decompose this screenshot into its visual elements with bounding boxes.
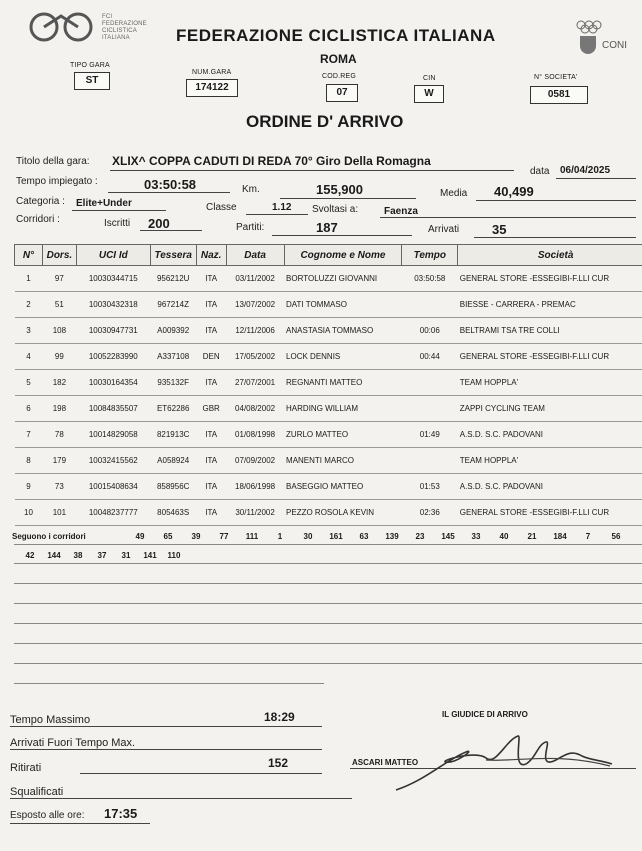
- seguono-number: 23: [415, 532, 425, 541]
- classe-underline: [246, 214, 308, 215]
- cell-societa: GENERAL STORE -ESSEGIBI-F.LLI CUR: [458, 500, 642, 526]
- cell-naz: DEN: [196, 344, 226, 370]
- results-table: [14, 244, 642, 526]
- cell-tempo: [402, 292, 458, 318]
- cell-tessera: 805463S: [150, 500, 196, 526]
- seguono-number: 31: [121, 551, 131, 560]
- categoria-value: Elite+Under: [76, 198, 132, 209]
- iscritti-value: 200: [148, 216, 170, 231]
- table-row: [15, 292, 642, 318]
- cell-naz: GBR: [196, 396, 226, 422]
- seguono-number: 38: [73, 551, 83, 560]
- col-header-dors: Dors.: [42, 245, 76, 266]
- cell-tessera: 967214Z: [150, 292, 196, 318]
- seguono-number: 1: [277, 532, 283, 541]
- cell-tessera: 821913C: [150, 422, 196, 448]
- num-gara-box: 174122: [186, 79, 238, 97]
- seguono-label: Seguono i corridori: [12, 532, 86, 541]
- cell-societa: ZAPPI CYCLING TEAM: [458, 396, 642, 422]
- cell-tempo: [402, 370, 458, 396]
- tempo-massimo-underline: [10, 726, 322, 727]
- cell-naz: ITA: [196, 474, 226, 500]
- ritirati-underline: [80, 773, 322, 774]
- tempo-underline: [108, 192, 230, 193]
- cell-dors: 97: [42, 266, 76, 292]
- svolta-label: Svoltasi a:: [312, 204, 359, 215]
- table-header-row: [15, 245, 642, 266]
- cell-societa: GENERAL STORE -ESSEGIBI-F.LLI CUR: [458, 266, 642, 292]
- cell-societa: TEAM HOPPLA': [458, 370, 642, 396]
- cell-nome: LOCK DENNIS: [284, 344, 402, 370]
- km-value: 155,900: [316, 182, 363, 197]
- cell-tessera: A058924: [150, 448, 196, 474]
- fuori-tempo-label: Arrivati Fuori Tempo Max.: [10, 737, 136, 749]
- societa-label: N° SOCIETA': [534, 74, 578, 81]
- fci-logo: [28, 10, 98, 44]
- seguono-number: 110: [167, 551, 181, 560]
- col-header-num: N°: [15, 245, 43, 266]
- cell-num: 4: [15, 344, 43, 370]
- tempo-massimo-label: Tempo Massimo: [10, 714, 91, 726]
- cell-naz: ITA: [196, 448, 226, 474]
- corridori-label: Corridori :: [16, 214, 60, 225]
- esposto-label: Esposto alle ore:: [10, 810, 85, 821]
- cell-dors: 99: [42, 344, 76, 370]
- cell-tempo: [402, 396, 458, 422]
- seguono-number: 49: [135, 532, 145, 541]
- categoria-label: Categoria :: [16, 196, 65, 207]
- cell-nome: ZURLO MATTEO: [284, 422, 402, 448]
- cell-tempo: 00:06: [402, 318, 458, 344]
- cell-dors: 73: [42, 474, 76, 500]
- table-row: [15, 370, 642, 396]
- cell-tempo: [402, 448, 458, 474]
- cell-societa: BIESSE - CARRERA - PREMAC: [458, 292, 642, 318]
- media-label: Media: [440, 188, 468, 199]
- tipo-gara-box: ST: [74, 72, 110, 90]
- cell-uci: 10032415562: [76, 448, 150, 474]
- ritirati-label: Ritirati: [10, 762, 42, 774]
- partiti-value: 187: [316, 220, 338, 235]
- seguono-row-1: [126, 532, 630, 541]
- seguono-number: 63: [359, 532, 369, 541]
- cell-data: 03/11/2002: [226, 266, 284, 292]
- results-body: [15, 266, 642, 526]
- cell-data: 07/09/2002: [226, 448, 284, 474]
- cell-num: 3: [15, 318, 43, 344]
- tempo-massimo-value: 18:29: [264, 710, 295, 724]
- cell-tessera: 858956C: [150, 474, 196, 500]
- seguono-number: 40: [499, 532, 509, 541]
- cell-dors: 51: [42, 292, 76, 318]
- cell-uci: 10030432318: [76, 292, 150, 318]
- data-label: data: [530, 166, 550, 177]
- cell-dors: 182: [42, 370, 76, 396]
- cell-tempo: 03:50:58: [402, 266, 458, 292]
- giudice-nome: ASCARI MATTEO: [352, 758, 419, 767]
- cell-uci: 10030344715: [76, 266, 150, 292]
- cell-tempo: 02:36: [402, 500, 458, 526]
- seguono-number: 42: [25, 551, 35, 560]
- judge-signature: [386, 730, 626, 805]
- blank-line-2: [14, 583, 642, 584]
- cell-num: 6: [15, 396, 43, 422]
- cin-box: W: [414, 85, 444, 103]
- cell-dors: 78: [42, 422, 76, 448]
- cell-uci: 10030947731: [76, 318, 150, 344]
- blank-line-1: [14, 563, 642, 564]
- km-label: Km.: [242, 184, 260, 195]
- col-header-naz: Naz.: [196, 245, 226, 266]
- cell-naz: ITA: [196, 292, 226, 318]
- cell-tempo: 01:53: [402, 474, 458, 500]
- media-value: 40,499: [494, 184, 534, 199]
- tempo-value: 03:50:58: [144, 177, 197, 192]
- cell-naz: ITA: [196, 318, 226, 344]
- cell-nome: PEZZO ROSOLA KEVIN: [284, 500, 402, 526]
- table-row: [15, 500, 642, 526]
- cell-naz: ITA: [196, 370, 226, 396]
- doc-title: ORDINE D' ARRIVO: [246, 112, 404, 131]
- cell-num: 1: [15, 266, 43, 292]
- num-gara-label: NUM.GARA: [192, 69, 232, 76]
- cell-data: 04/08/2002: [226, 396, 284, 422]
- cell-num: 2: [15, 292, 43, 318]
- seguono-number: 37: [97, 551, 107, 560]
- arrivati-label: Arrivati: [428, 224, 460, 235]
- iscritti-label: Iscritti: [104, 218, 131, 229]
- fci-small-text: FCI FEDERAZIONE CICLISTICA ITALIANA: [102, 14, 147, 41]
- header-title: FEDERAZIONE CICLISTICA ITALIANA: [176, 26, 496, 45]
- seguono-number: 139: [385, 532, 399, 541]
- table-row: [15, 344, 642, 370]
- cell-data: 01/08/1998: [226, 422, 284, 448]
- cell-tessera: 956212U: [150, 266, 196, 292]
- cell-nome: DATI TOMMASO: [284, 292, 402, 318]
- squalificati-label: Squalificati: [10, 786, 64, 798]
- seguono-number: 184: [553, 532, 567, 541]
- cell-societa: A.S.D. S.C. PADOVANI: [458, 474, 642, 500]
- giudice-label: IL GIUDICE DI ARRIVO: [442, 710, 528, 719]
- blank-line-5: [14, 643, 642, 644]
- cell-dors: 179: [42, 448, 76, 474]
- cell-num: 8: [15, 448, 43, 474]
- cell-data: 12/11/2006: [226, 318, 284, 344]
- cell-tessera: A009392: [150, 318, 196, 344]
- cell-societa: GENERAL STORE -ESSEGIBI-F.LLI CUR: [458, 344, 642, 370]
- cell-nome: BORTOLUZZI GIOVANNI: [284, 266, 402, 292]
- blank-line-4: [14, 623, 642, 624]
- seguono-number: 56: [611, 532, 621, 541]
- cell-uci: 10048237777: [76, 500, 150, 526]
- svolta-underline: [380, 217, 636, 218]
- col-header-nome: Cognome e Nome: [284, 245, 402, 266]
- ritirati-value: 152: [268, 756, 289, 770]
- seguono-number: 161: [329, 532, 343, 541]
- table-row: [15, 318, 642, 344]
- cell-naz: ITA: [196, 422, 226, 448]
- cell-uci: 10014829058: [76, 422, 150, 448]
- tempo-label: Tempo impiegato :: [16, 176, 98, 187]
- arrivati-value: 35: [492, 222, 507, 237]
- table-row: [15, 266, 642, 292]
- cell-nome: BASEGGIO MATTEO: [284, 474, 402, 500]
- media-underline: [476, 200, 636, 201]
- cell-data: 18/06/1998: [226, 474, 284, 500]
- cell-naz: ITA: [196, 266, 226, 292]
- cell-tessera: 935132F: [150, 370, 196, 396]
- svolta-value: Faenza: [384, 206, 418, 217]
- col-header-tempo: Tempo: [402, 245, 458, 266]
- cin-label: CIN: [423, 75, 436, 82]
- seguono-number: 145: [441, 532, 455, 541]
- partiti-label: Partiti:: [236, 222, 265, 233]
- seguono-number: 77: [219, 532, 229, 541]
- seguono-line-1: [14, 544, 642, 545]
- seguono-number: 30: [303, 532, 313, 541]
- col-header-uci: UCI Id: [76, 245, 150, 266]
- cell-tessera: A337108: [150, 344, 196, 370]
- cell-nome: MANENTI MARCO: [284, 448, 402, 474]
- tipo-gara-label: TIPO GARA: [70, 62, 110, 69]
- esposto-value: 17:35: [104, 806, 138, 821]
- cell-nome: REGNANTI MATTEO: [284, 370, 402, 396]
- classe-label: Classe: [206, 202, 237, 213]
- cell-num: 5: [15, 370, 43, 396]
- cod-reg-box: 07: [326, 84, 358, 102]
- cell-data: 27/07/2001: [226, 370, 284, 396]
- fuori-tempo-underline: [10, 749, 322, 750]
- seguono-row-2: [18, 551, 186, 560]
- cell-uci: 10030164354: [76, 370, 150, 396]
- partiti-underline: [272, 235, 412, 236]
- cell-data: 13/07/2002: [226, 292, 284, 318]
- cell-data: 17/05/2002: [226, 344, 284, 370]
- cell-data: 30/11/2002: [226, 500, 284, 526]
- cell-naz: ITA: [196, 500, 226, 526]
- col-header-tessera: Tessera: [150, 245, 196, 266]
- titolo-underline: [110, 170, 514, 171]
- seguono-number: 39: [191, 532, 201, 541]
- cell-num: 10: [15, 500, 43, 526]
- titolo-label: Titolo della gara:: [16, 156, 90, 167]
- categoria-underline: [72, 210, 166, 211]
- blank-line-3: [14, 603, 642, 604]
- cell-societa: A.S.D. S.C. PADOVANI: [458, 422, 642, 448]
- blank-line-6: [14, 663, 642, 664]
- cell-tempo: 00:44: [402, 344, 458, 370]
- classe-value: 1.12: [272, 202, 292, 213]
- iscritti-underline: [140, 230, 202, 231]
- cell-uci: 10015408634: [76, 474, 150, 500]
- cell-uci: 10084835507: [76, 396, 150, 422]
- seguono-number: 7: [585, 532, 591, 541]
- seguono-number: 33: [471, 532, 481, 541]
- table-row: [15, 396, 642, 422]
- data-value: 06/04/2025: [560, 165, 611, 176]
- societa-box: 0581: [530, 86, 588, 104]
- table-row: [15, 474, 642, 500]
- seguono-number: 65: [163, 532, 173, 541]
- squalificati-underline: [10, 798, 352, 799]
- table-row: [15, 422, 642, 448]
- header-city: ROMA: [320, 52, 357, 66]
- col-header-data: Data: [226, 245, 284, 266]
- coni-label: CONI: [602, 40, 627, 51]
- cell-tempo: 01:49: [402, 422, 458, 448]
- col-header-societa: Società: [458, 245, 642, 266]
- cell-dors: 198: [42, 396, 76, 422]
- cod-reg-label: COD.REG: [322, 73, 357, 80]
- km-underline: [280, 198, 416, 199]
- cell-num: 7: [15, 422, 43, 448]
- cell-uci: 10052283990: [76, 344, 150, 370]
- coni-shield-icon: [580, 36, 596, 54]
- table-row: [15, 448, 642, 474]
- titolo-value: XLIX^ COPPA CADUTI DI REDA 70° Giro Della Romagna: [112, 154, 431, 168]
- cell-dors: 108: [42, 318, 76, 344]
- seguono-number: 141: [143, 551, 157, 560]
- seguono-number: 144: [47, 551, 61, 560]
- cell-num: 9: [15, 474, 43, 500]
- cell-dors: 101: [42, 500, 76, 526]
- cell-nome: ANASTASIA TOMMASO: [284, 318, 402, 344]
- cell-nome: HARDING WILLIAM: [284, 396, 402, 422]
- cell-societa: TEAM HOPPLA': [458, 448, 642, 474]
- esposto-underline: [10, 823, 150, 824]
- data-underline: [556, 178, 636, 179]
- cell-societa: BELTRAMI TSA TRE COLLI: [458, 318, 642, 344]
- cell-tessera: ET62286: [150, 396, 196, 422]
- seguono-number: 111: [245, 532, 259, 541]
- arrivati-underline: [474, 237, 636, 238]
- blank-line-7: [14, 683, 324, 684]
- seguono-number: 21: [527, 532, 537, 541]
